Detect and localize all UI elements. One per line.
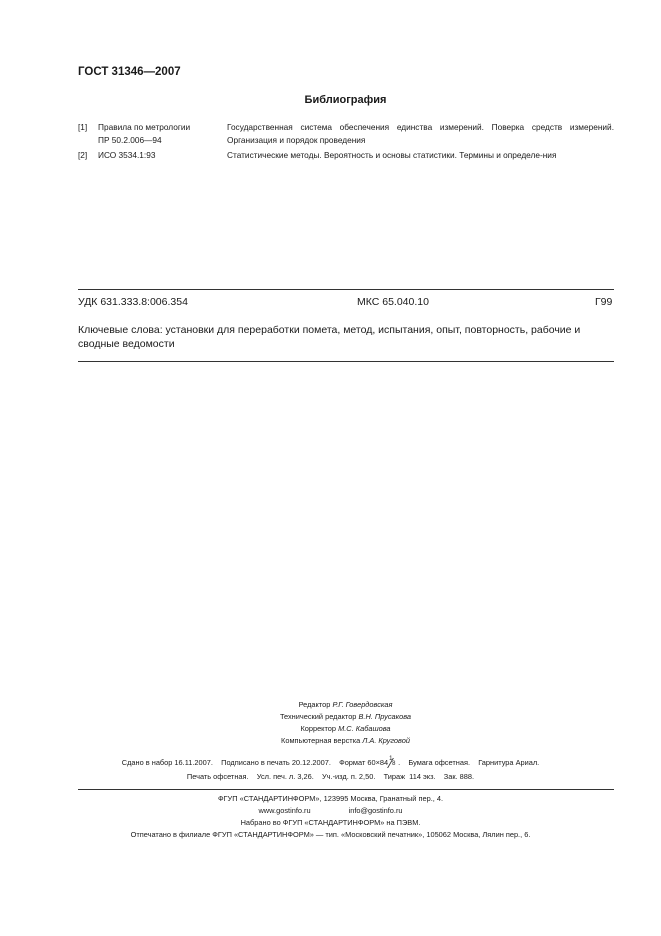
print-info-text: . Бумага офсетная. Гарнитура Ариал. <box>398 758 540 767</box>
credit-line <box>0 724 661 733</box>
bibliography-entry <box>78 149 614 175</box>
fraction-denominator: 8 <box>392 761 396 767</box>
credit-name: Р.Г. Говердовская <box>332 700 393 709</box>
entry-number: [1] <box>78 122 88 132</box>
divider <box>78 361 614 362</box>
entry-description: Статистические методы. Вероятность и основы статистики. Термины и определе-ния <box>227 150 557 160</box>
divider <box>78 789 614 790</box>
print-info-line: Печать офсетная. Усл. печ. л. 3,26. Уч.-изд. п. 2,50. Тираж 114 экз. Зак. 888. <box>186 772 475 781</box>
entry-number: [2] <box>78 150 88 160</box>
credit-line <box>0 712 661 721</box>
entry-description: Государственная система обеспечения единства измерений. Поверка средств измерений. Организация и порядок проведения <box>227 122 614 145</box>
entry-source: ИСО 3534.1:93 <box>98 150 156 160</box>
credit-name: Л.А. Круговой <box>362 736 410 745</box>
format-fraction <box>389 758 397 767</box>
credit-role: Корректор <box>300 724 337 733</box>
entry-source <box>98 121 190 146</box>
keywords: Ключевые слова: установки для переработки помета, метод, испытания, опыт, повторность, рабочие и сводные ведомости <box>78 324 581 350</box>
credit-line <box>0 700 661 709</box>
print-info-line <box>0 758 661 767</box>
classification-code: Г99 <box>595 296 613 308</box>
print-info-text: Сдано в набор 16.11.2007. Подписано в печать 20.12.2007. Формат 60×84 <box>121 758 389 767</box>
website-link[interactable]: www.gostinfo.ru <box>258 806 311 815</box>
credit-role: Технический редактор <box>279 712 357 721</box>
bibliography-entry <box>78 121 614 147</box>
email-link[interactable]: info@gostinfo.ru <box>348 806 403 815</box>
entry-source-line: Правила по метрологии <box>98 122 191 132</box>
udk-code: УДК 631.333.8:006.354 <box>78 296 188 308</box>
typeset-line: Набрано во ФГУП «СТАНДАРТИНФОРМ» на ПЭВМ. <box>240 818 421 827</box>
divider <box>78 289 614 290</box>
publisher-line: ФГУП «СТАНДАРТИНФОРМ», 123995 Москва, Гранатный пер., 4. <box>217 794 444 803</box>
fraction-numerator: 1 <box>389 756 393 762</box>
mks-code: МКС 65.040.10 <box>357 296 429 308</box>
credit-role: Компьютерная верстка <box>281 736 361 745</box>
credit-name: М.С. Кабашова <box>338 724 391 733</box>
entry-source-line: ПР 50.2.006—94 <box>98 134 162 145</box>
credit-line <box>0 736 661 745</box>
credit-role: Редактор <box>298 700 331 709</box>
bibliography-title-text: Библиография <box>304 94 387 106</box>
document-code: ГОСТ 31346—2007 <box>78 66 181 78</box>
publisher-contacts <box>0 806 661 815</box>
credit-name: В.Н. Прусакова <box>358 712 412 721</box>
printer-line: Отпечатано в филиале ФГУП «СТАНДАРТИНФОРМ» — тип. «Московский печатник», 105062 Москва, Лялин пер., 6. <box>130 830 531 839</box>
bibliography-title <box>0 94 661 106</box>
